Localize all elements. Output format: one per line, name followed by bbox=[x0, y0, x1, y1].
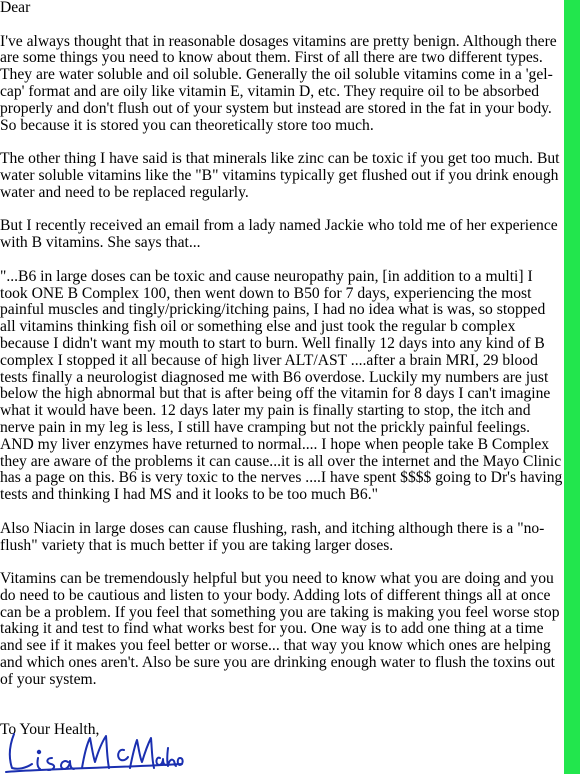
paragraph-advice: Vitamins can be tremendously helpful but you need to know what you are doing and you do need to be cautious and listen to your body. Adding lots of different things all at once can be a problem. If you feel that something you are taking is making you feel worse stop taking it and test to find what works best for you. One way is to add one thing at a time and see if it makes you feel better or worse... that way you know which ones are helping and which ones aren't. Also be sure you are drinking enough water to flush the toxins out of your system. bbox=[0, 570, 560, 688]
paragraph-niacin: Also Niacin in large doses can cause flushing, rash, and itching although there is a "no-flush" variety that is much better if you are taking larger doses. bbox=[0, 519, 545, 554]
signature-image bbox=[0, 728, 185, 774]
paragraph-minerals: The other thing I have said is that minerals like zinc can be toxic if you get too much. But water soluble vitamins like the "B" vitamins typically get flushed out if you drink enough water and need to be replaced regularly. bbox=[0, 150, 560, 201]
paragraph-jackie-intro: But I recently received an email from a lady named Jackie who told me of her experience with B vitamins. She says that... bbox=[0, 217, 558, 252]
accent-side-bar bbox=[564, 0, 580, 774]
paragraph-oil-vs-water-soluble: I've always thought that in reasonable dosages vitamins are pretty benign. Although there are some things you need to know about them. First of all there are two different types. They are water soluble and oil soluble. Generally the oil soluble vitamins come in a 'gel-cap' format and are oily like vitamin E, vitamin D, etc. They require oil to be absorbed properly and don't flush out of your system but instead are stored in the fat in your body. So because it is stored you can theoretically store too much. bbox=[0, 32, 557, 134]
paragraph-jackie-quote: "...B6 in large doses can be toxic and cause neuropathy pain, [in addition to a multi] I took ONE B Complex 100, then went down to B50 for 7 days, experiencing the most painful muscles and tingly/pricking/itching pains, I had no idea what is was, so stopped all vitamins thinking fish oil or something else and just took the regular b complex because I didn't want my mouth to start to burn. Well finally 12 days into any kind of B complex I stopped it all because of high liver ALT/AST ....after a brain MRI, 29 blood tests finally a neurologist diagnosed me with B6 overdose. Luckily my numbers are just below the high abnormal but that is after being off the vitamin for 8 days I can't imagine what it would have been. 12 days later my pain is finally starting to stop, the itch and nerve pain in my leg is less, I still have cramping but not the prickly painful feelings. AND my liver enzymes have returned to normal.... I hope when people take B Complex they are aware of the problems it can cause...it is all over the internet and the Mayo Clinic has a page on this. B6 is very toxic to the nerves ....I have spent $$$$ going to Dr's having tests and thinking I had MS and it looks to be too much B6." bbox=[0, 267, 563, 504]
greeting: Dear bbox=[0, 0, 31, 16]
closing-line: To Your Health, bbox=[0, 721, 100, 739]
